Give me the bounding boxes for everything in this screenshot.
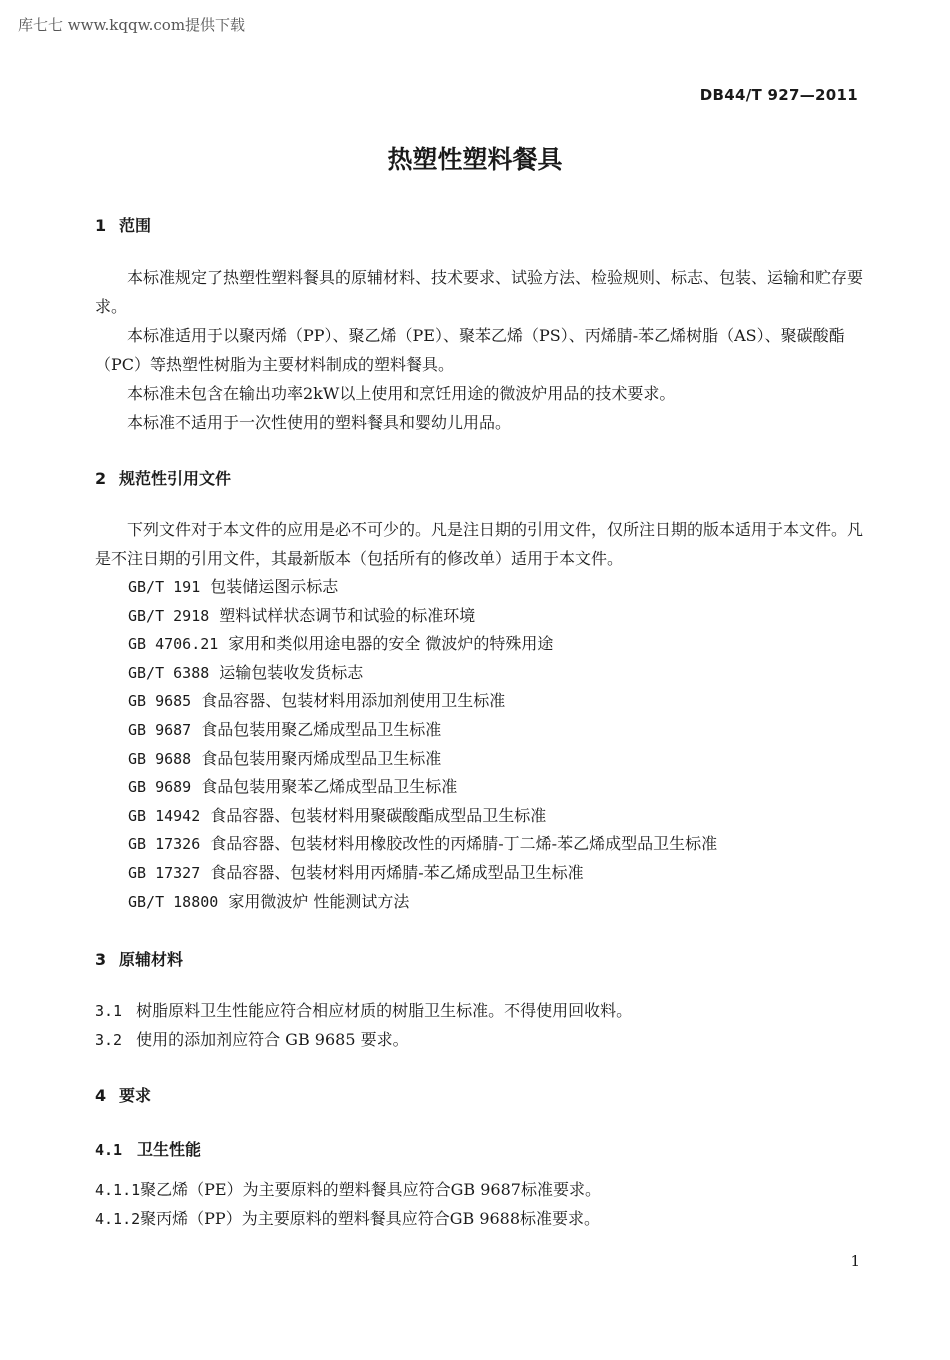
reference-title: 食品容器、包装材料用橡胶改性的丙烯腈-丁二烯-苯乙烯成型品卫生标准 xyxy=(210,834,718,854)
reference-title: 食品包装用聚丙烯成型品卫生标准 xyxy=(201,748,442,768)
reference-code: GB 17326 xyxy=(128,835,201,854)
section-title: 要求 xyxy=(119,1086,152,1105)
reference-code: GB/T 18800 xyxy=(128,892,219,911)
reference-title: 运输包装收发货标志 xyxy=(219,662,364,682)
section-4-heading xyxy=(95,1083,151,1106)
reference-item xyxy=(128,659,717,688)
reference-item xyxy=(128,888,717,917)
reference-code: GB 9688 xyxy=(128,749,192,768)
reference-list xyxy=(128,573,717,916)
paragraph: 本标准不适用于一次性使用的塑料餐具和婴幼儿用品。 xyxy=(127,413,512,432)
standard-code: DB44/T 927—2011 xyxy=(699,86,858,104)
clause-text: 聚乙烯（PE）为主要原料的塑料餐具应符合GB 9687标准要求。 xyxy=(140,1180,601,1199)
reference-title: 家用和类似用途电器的安全 微波炉的特殊用途 xyxy=(228,634,554,654)
reference-code: GB/T 2918 xyxy=(128,606,210,625)
clause-number: 4.1.2 xyxy=(95,1210,141,1228)
reference-title: 家用微波炉 性能测试方法 xyxy=(228,891,410,911)
section-number: 2 xyxy=(95,469,107,488)
clause-4-1-1 xyxy=(95,1175,601,1205)
clause-number: 4.1.1 xyxy=(95,1181,141,1199)
reference-code: GB/T 191 xyxy=(128,578,201,596)
section-number: 3 xyxy=(95,950,107,969)
reference-title: 食品包装用聚苯乙烯成型品卫生标准 xyxy=(201,777,458,797)
reference-title: 包装储运图示标志 xyxy=(210,577,339,596)
reference-item xyxy=(128,802,717,831)
paragraph: 本标准适用于以聚丙烯（PP）、聚乙烯（PE）、聚苯乙烯（PS）、丙烯腈-苯乙烯树脂（AS）、聚碳酸酯（PC）等热塑性树脂为主要材料制成的塑料餐具。 xyxy=(95,326,845,374)
reference-code: GB/T 6388 xyxy=(128,663,210,682)
section-title: 范围 xyxy=(119,216,152,235)
reference-item xyxy=(128,602,717,631)
reference-item xyxy=(128,573,717,602)
reference-item xyxy=(128,859,717,888)
clause-3-1 xyxy=(95,996,632,1026)
document-title: 热塑性塑料餐具 xyxy=(387,145,563,174)
reference-code: GB 14942 xyxy=(128,806,201,825)
reference-item xyxy=(128,630,717,659)
clause-4-1-2 xyxy=(95,1204,600,1234)
section-number: 1 xyxy=(95,216,107,235)
reference-item xyxy=(128,745,717,774)
section-2-intro xyxy=(95,515,863,573)
reference-title: 食品容器、包装材料用聚碳酸酯成型品卫生标准 xyxy=(210,805,547,825)
reference-code: GB 17327 xyxy=(128,863,201,882)
reference-title: 食品容器、包装材料用添加剂使用卫生标准 xyxy=(201,691,506,711)
paragraph: 本标准未包含在输出功率2kW以上使用和烹饪用途的微波炉用品的技术要求。 xyxy=(127,384,676,403)
section-number: 4 xyxy=(95,1086,107,1105)
section-1-heading xyxy=(95,213,151,236)
clause-text: 使用的添加剂应符合 GB 9685 要求。 xyxy=(136,1030,409,1049)
section-title: 原辅材料 xyxy=(119,950,184,969)
subsection-4-1-heading xyxy=(95,1137,201,1160)
reference-code: GB 4706.21 xyxy=(128,635,219,654)
reference-code: GB 9685 xyxy=(128,692,192,711)
reference-item xyxy=(128,830,717,859)
clause-number: 3.2 xyxy=(95,1031,123,1049)
clause-number: 3.1 xyxy=(95,1002,123,1020)
section-title: 规范性引用文件 xyxy=(119,469,232,488)
reference-title: 食品容器、包装材料用丙烯腈-苯乙烯成型品卫生标准 xyxy=(210,862,584,882)
clause-3-2 xyxy=(95,1025,409,1055)
reference-item xyxy=(128,773,717,802)
reference-code: GB 9689 xyxy=(128,778,192,797)
section-2-heading xyxy=(95,466,231,489)
clause-text: 聚丙烯（PP）为主要原料的塑料餐具应符合GB 9688标准要求。 xyxy=(140,1209,601,1228)
section-3-heading xyxy=(95,947,183,970)
reference-title: 食品包装用聚乙烯成型品卫生标准 xyxy=(201,719,442,739)
paragraph: 本标准规定了热塑性塑料餐具的原辅材料、技术要求、试验方法、检验规则、标志、包装、运输和贮存要求。 xyxy=(95,268,864,316)
clause-text: 树脂原料卫生性能应符合相应材质的树脂卫生标准。不得使用回收料。 xyxy=(136,1001,633,1020)
section-1-body xyxy=(95,263,863,437)
reference-item xyxy=(128,716,717,745)
reference-item xyxy=(128,687,717,716)
subsection-number: 4.1 xyxy=(95,1141,123,1159)
watermark-text: 库七七 www.kqqw.com提供下载 xyxy=(18,16,246,34)
subsection-title: 卫生性能 xyxy=(137,1140,202,1159)
reference-title: 塑料试样状态调节和试验的标准环境 xyxy=(219,605,476,625)
reference-code: GB 9687 xyxy=(128,720,192,739)
paragraph: 下列文件对于本文件的应用是必不可少的。凡是注日期的引用文件，仅所注日期的版本适用于本文件。凡是不注日期的引用文件，其最新版本（包括所有的修改单）适用于本文件。 xyxy=(95,520,864,568)
page-number: 1 xyxy=(850,1252,860,1270)
